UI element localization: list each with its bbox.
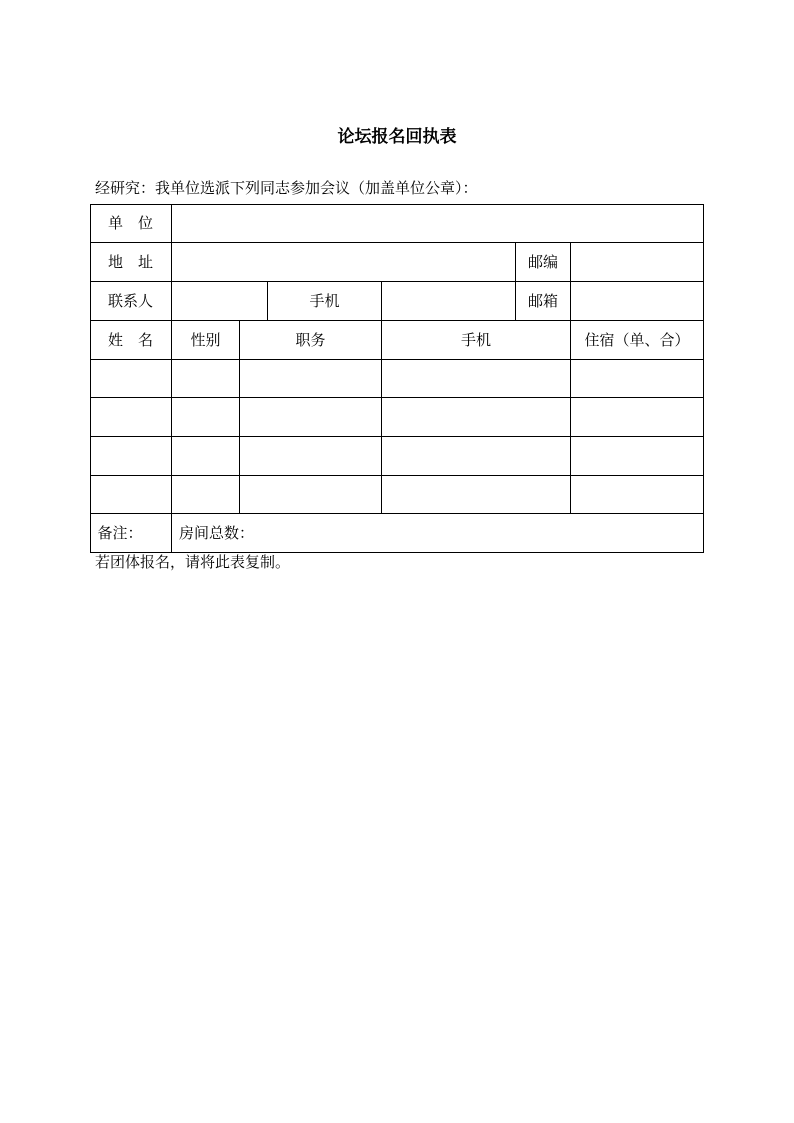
table-row[interactable] <box>90 360 703 398</box>
table-row[interactable] <box>90 476 703 514</box>
intro-text: 经研究：我单位选派下列同志参加会议（加盖单位公章）： <box>95 179 478 197</box>
address-field[interactable] <box>172 243 515 281</box>
registration-form <box>90 204 704 553</box>
contact-label: 联系人 <box>107 292 153 310</box>
phone-field[interactable] <box>382 282 515 320</box>
table-row[interactable] <box>90 437 703 475</box>
column-header-name: 姓 名 <box>107 331 153 349</box>
column-header-gender: 性别 <box>190 331 221 349</box>
postcode-label: 邮编 <box>527 253 558 271</box>
email-field[interactable] <box>571 282 703 320</box>
column-header-position: 职务 <box>295 331 326 349</box>
form-border-right <box>703 204 704 553</box>
page-title: 论坛报名回执表 <box>337 127 457 147</box>
column-header-lodging: 住宿（单、合） <box>584 331 690 349</box>
remarks-label: 备注： <box>97 524 143 542</box>
footnote: 若团体报名，请将此表复制。 <box>95 553 291 571</box>
column-header-phone: 手机 <box>460 331 491 349</box>
phone-label: 手机 <box>309 292 340 310</box>
unit-label: 单 位 <box>107 214 153 232</box>
table-row[interactable] <box>90 398 703 436</box>
rooms-label: 房间总数： <box>179 524 255 542</box>
postcode-field[interactable] <box>571 243 703 281</box>
contact-field[interactable] <box>172 282 267 320</box>
address-label: 地 址 <box>107 253 153 271</box>
unit-field[interactable] <box>172 204 703 242</box>
email-label: 邮箱 <box>527 292 558 310</box>
